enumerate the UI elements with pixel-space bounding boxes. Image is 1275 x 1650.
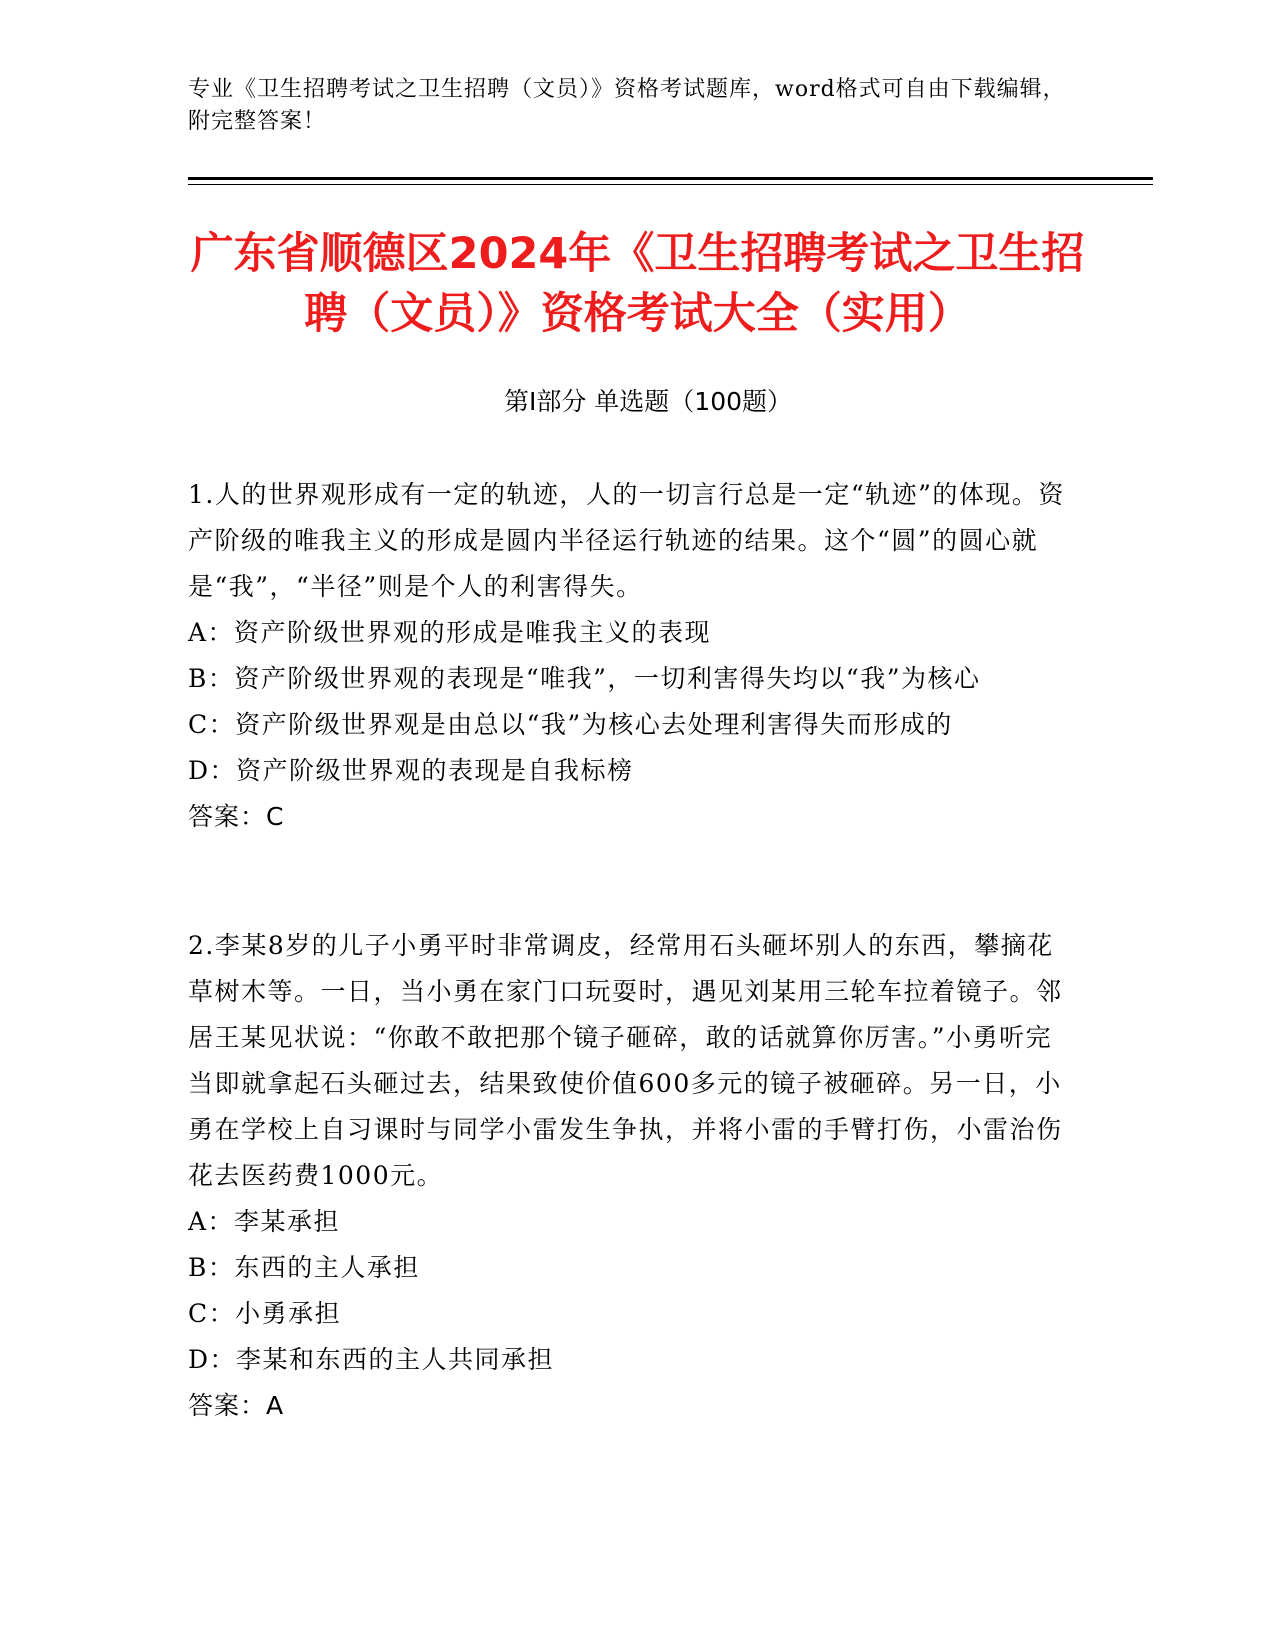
option-d: D：李某和东西的主人共同承担 (188, 1345, 555, 1374)
question-1 (188, 472, 1078, 840)
option-c: C：小勇承担 (188, 1299, 342, 1328)
answer-line: 答案：A (188, 1391, 285, 1420)
question-stem: 1.人的世界观形成有一定的轨迹，人的一切言行总是一定“轨迹”的体现。资产阶级的唯我主义的形成是圆内半径运行轨迹的结果。这个“圆”的圆心就是“我”，“半径”则是个人的利害得失。 (188, 480, 1065, 601)
option-d: D：资产阶级世界观的表现是自我标榜 (188, 756, 634, 785)
question-2 (188, 923, 1078, 1429)
option-c: C：资产阶级世界观是由总以“我”为核心去处理利害得失而形成的 (188, 710, 953, 739)
option-a: A：资产阶级世界观的形成是唯我主义的表现 (188, 618, 712, 647)
header-rule-thick (188, 177, 1153, 180)
option-a: A：李某承担 (188, 1207, 341, 1236)
document-title: 广东省顺德区2024年《卫生招聘考试之卫生招聘（文员）》资格考试大全（实用） (190, 229, 1085, 339)
option-b: B：东西的主人承担 (188, 1253, 420, 1282)
section-heading: 第Ⅰ部分 单选题（100题） (503, 387, 793, 416)
answer-line: 答案：C (188, 802, 285, 831)
header-rule-thin (188, 184, 1153, 185)
question-stem: 2.李某8岁的儿子小勇平时非常调皮，经常用石头砸坏别人的东西，攀摘花草树木等。一日，当小勇在家门口玩耍时，遇见刘某用三轮车拉着镜子。邻居王某见状说：“你敢不敢把那个镜子砸碎，敢的话就算你厉害。”小勇听完当即就拿起石头砸过去，结果致使价值600多元的镜子被砸碎。另一日，小勇在学校上自习课时与同学小雷发生争执，并将小雷的手臂打伤，小雷治伤花去医药费1000元。 (188, 931, 1063, 1190)
option-b: B：资产阶级世界观的表现是“唯我”，一切利害得失均以“我”为核心 (188, 664, 981, 693)
header-note: 专业《卫生招聘考试之卫生招聘（文员）》资格考试题库，word格式可自由下载编辑，附完整答案！ (188, 77, 1066, 134)
